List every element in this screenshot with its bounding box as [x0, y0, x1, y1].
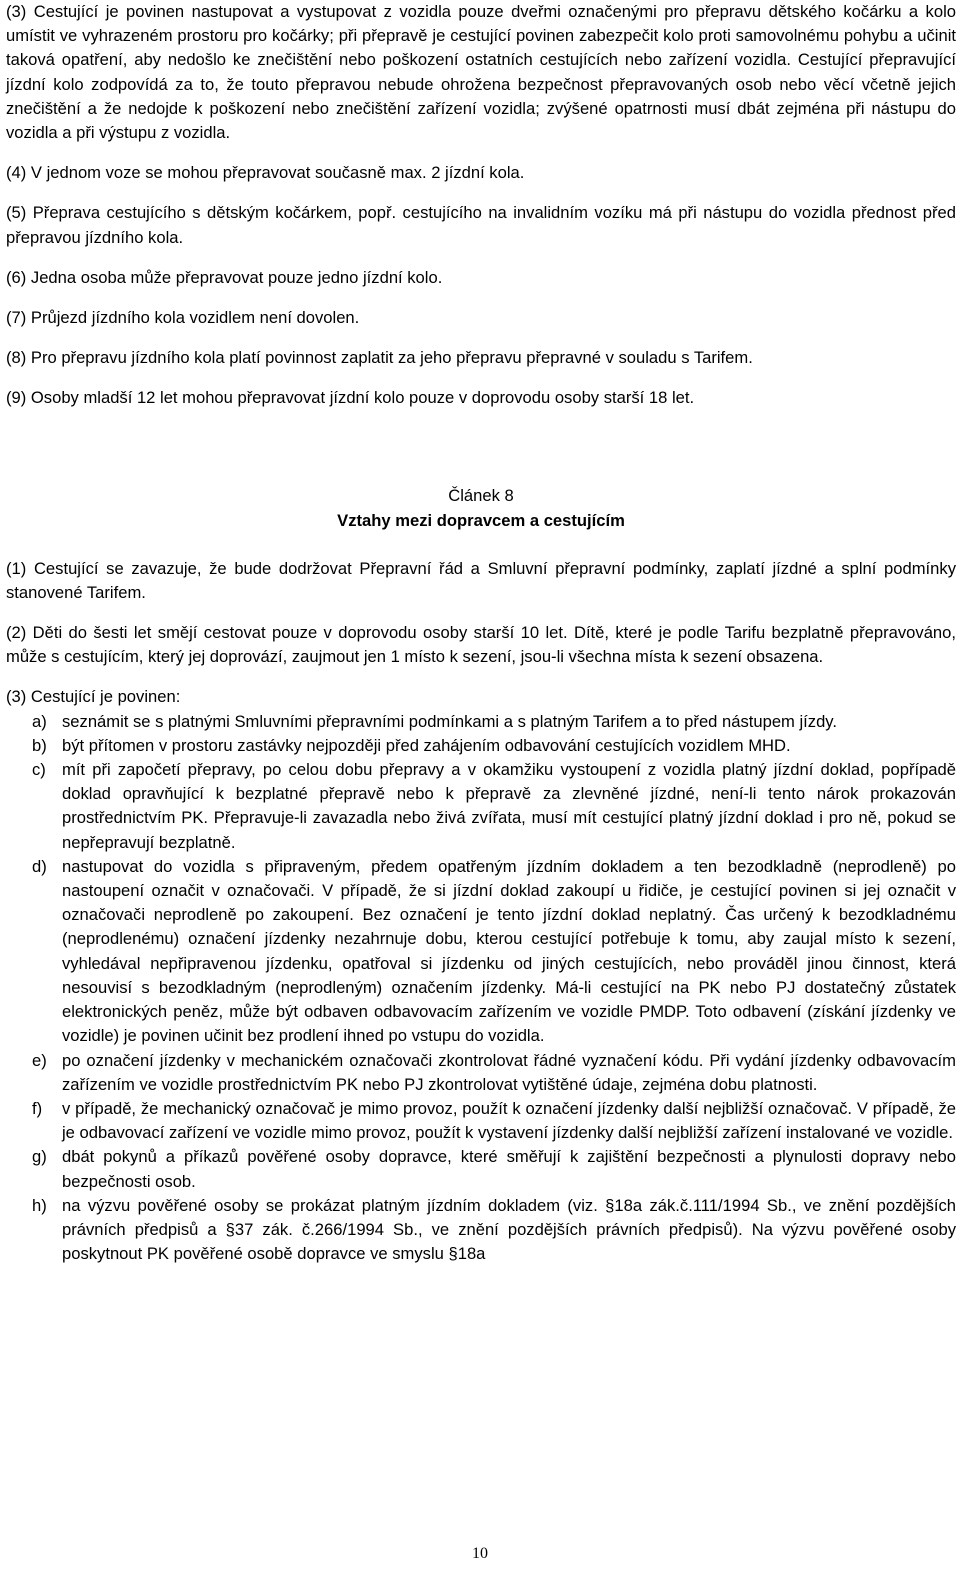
list-item-letter: d) — [32, 856, 47, 876]
paragraph-6-one-bicycle: (6) Jedna osoba může přepravovat pouze jedno jízdní kolo. — [6, 267, 443, 287]
duties-list — [6, 710, 956, 1267]
list-item — [6, 758, 956, 855]
list-item-letter: b) — [32, 735, 47, 755]
list-item — [6, 1194, 956, 1267]
article-heading — [6, 483, 956, 533]
duties-intro: (3) Cestující je povinen: — [6, 687, 181, 707]
paragraph-7-no-passage: (7) Průjezd jízdního kola vozidlem není dovolen. — [6, 308, 360, 328]
paragraph-5-priority: (5) Přeprava cestujícího s dětským kočárkem, popř. cestujícího na invalidním vozíku má při nástupu do vozidla přednost před přepravou jízdního kola. — [6, 203, 956, 247]
page-number: 10 — [472, 1545, 488, 1562]
article-number: Článek 8 — [448, 485, 514, 505]
article-paragraph-2: (2) Děti do šesti let smějí cestovat pouze v doprovodu osoby starší 10 let. Dítě, které je podle Tarifu bezplatně přepravováno, může s cestujícím, který jej doprovází, zaujmout jen 1 místo k sezení, jsou-li všechna místa k sezení obsazena. — [6, 623, 956, 667]
list-item-text: na výzvu pověřené osoby se prokázat platným jízdním dokladem (viz. §18a zák.č.111/1994 Sb., ve znění pozdějších právních předpisů a §37 zák. č.266/1994 Sb., ve znění pozdějších právních předpisů). Na výzvu pověřené osoby poskytnout PK pověřené osobě dopravce ve smyslu §18a — [62, 1195, 956, 1264]
list-item-text: v případě, že mechanický označovač je mimo provoz, použít k označení jízdenky další nejbližší označovač. V případě, že je odbavovací zařízení ve vozidle mimo provoz, použít k vystavení jízdenky další nejbližší zařízení instalované ve vozidle. — [62, 1098, 956, 1143]
list-item-letter: h) — [32, 1195, 47, 1215]
list-item — [6, 1049, 956, 1097]
list-item-text: po označení jízdenky v mechanickém označovači zkontrolovat řádné vyznačení kódu. Při vydání jízdenky odbavovacím zařízením ve vozidle prostřednictvím PK nebo PJ zkontrolovat vytištěné údaje, zejména dobu platnosti. — [62, 1050, 956, 1094]
list-item-letter: f) — [32, 1098, 43, 1118]
list-item-text: být přítomen v prostoru zastávky nejpozději před zahájením odbavování cestujících vozidlem MHD. — [62, 735, 791, 755]
paragraph-4-bicycle-limit: (4) V jednom voze se mohou přepravovat současně max. 2 jízdní kola. — [6, 163, 525, 183]
paragraph-8-fare: (8) Pro přepravu jízdního kola platí povinnost zaplatit za jeho přepravu přepravné v souladu s Tarifem. — [6, 348, 753, 368]
list-item — [6, 710, 956, 734]
list-item-text: nastupovat do vozidla s připraveným, předem opatřeným jízdním dokladem a ten bezodkladně (neprodleně) po nastoupení označit v označovači. V případě, že si jízdní doklad zakoupí u řidiče, je cestující povinen si jej označit v označovači neprodleně po zakoupení. Bez označení je tento jízdní doklad neplatný. Čas určený k bezodkladnému (neprodlenému) označení jízdenky nezahrnuje dobu, kterou cestující potřebuje k tomu, aby zaujal místo k sezení, vyhledával nepřipravenou jízdenku, opatřoval si jízdenku od jiných cestujících, nebo prováděl jinou činnost, která nesouvisí s bezodkladným (neprodleným) označením jízdenky. Má-li cestující na PK nebo PJ dostatečný zůstatek elektronických peněz, může být odbaven odbavovacím zařízením ve vozidle PMDP. Toto odbavení (získání jízdenky ve vozidle) je povinen učinit bez prodlení ihned po vstupu do vozidla. — [62, 856, 956, 1046]
list-item-text: seznámit se s platnými Smluvními přepravními podmínkami a s platným Tarifem a to před nástupem jízdy. — [62, 711, 837, 731]
paragraph-3-bicycle-boarding: (3) Cestující je povinen nastupovat a vystupovat z vozidla pouze dveřmi označenými pro přepravu dětského kočárku a kolo umístit ve vyhrazeném prostoru pro kočárky; při přepravě je cestující povinen zabezpečit kolo proti samovolnému pohybu a učinit taková opatření, aby nedošlo ke znečištění nebo poškození ostatních cestujících nebo zařízení vozidla. Cestující přepravující jízdní kolo zodpovídá za to, že touto přepravou nebude ohrožena bezpečnost přepravovaných osob nebo věcí včetně jejich znečištění a že nedojde k poškození nebo znečištění zařízení vozidla; zvýšené opatrnosti musí dbát zejména při nástupu do vozidla a při výstupu z vozidla. — [6, 2, 956, 143]
list-item-letter: c) — [32, 760, 46, 780]
article-title: Vztahy mezi dopravcem a cestujícím — [337, 510, 625, 530]
paragraph-9-age-limit: (9) Osoby mladší 12 let mohou přepravovat jízdní kolo pouze v doprovodu osoby starší 18 let. — [6, 388, 695, 408]
list-item-letter: a) — [32, 711, 47, 731]
list-item — [6, 734, 956, 758]
article-paragraph-1: (1) Cestující se zavazuje, že bude dodržovat Přepravní řád a Smluvní přepravní podmínky, zaplatí jízdné a splní podmínky stanovené Tarifem. — [6, 558, 956, 602]
list-item-text: dbát pokynů a příkazů pověřené osoby dopravce, které směřují k zajištění bezpečnosti a plynulosti dopravy nebo bezpečnosti osob. — [62, 1147, 956, 1191]
list-item — [6, 1097, 956, 1145]
list-item — [6, 1145, 956, 1193]
document-page — [6, 0, 956, 1569]
list-item-letter: g) — [32, 1147, 47, 1167]
list-item-letter: e) — [32, 1050, 47, 1070]
list-item — [6, 855, 956, 1049]
list-item-text: mít při započetí přepravy, po celou dobu přepravy a v okamžiku vystoupení z vozidla platný jízdní doklad, popřípadě doklad opravňující k bezplatné přepravě nebo k přepravě za zlevněné jízdné, není-li tento nárok prokazován prostřednictvím PK. Přepravuje-li zavazadla nebo živá zvířata, musí mít cestující platný jízdní doklad i pro ně, pokud se nepřepravují bezplatně. — [62, 760, 956, 852]
